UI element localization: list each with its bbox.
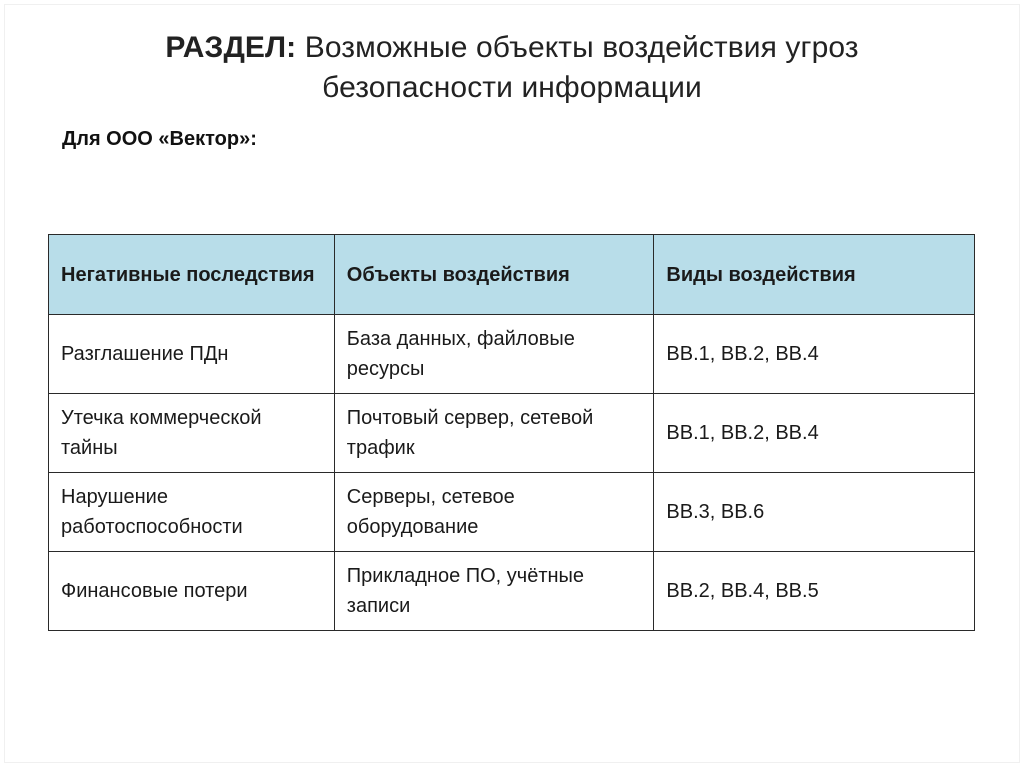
cell-impact-types: ВВ.3, ВВ.6 [654, 473, 975, 552]
cell-impact-types: ВВ.2, ВВ.4, ВВ.5 [654, 552, 975, 631]
cell-impact-types: ВВ.1, ВВ.2, ВВ.4 [654, 315, 975, 394]
table-row [49, 394, 975, 473]
cell-objects: Почтовый сервер, сетевой трафик [334, 394, 654, 473]
title-line-2: безопасности информации [322, 71, 702, 104]
cell-objects: Серверы, сетевое оборудование [334, 473, 654, 552]
impact-table [48, 234, 975, 631]
header-negative-consequences: Негативные последствия [49, 235, 335, 315]
cell-consequence: Разглашение ПДн [49, 315, 335, 394]
cell-consequence: Нарушение работоспособности [49, 473, 335, 552]
cell-objects: База данных, файловые ресурсы [334, 315, 654, 394]
company-subtitle: Для ООО «Вектор»: [62, 128, 257, 150]
header-impact-types: Виды воздействия [654, 235, 975, 315]
table-row [49, 315, 975, 394]
table-row [49, 552, 975, 631]
title-line-1 [0, 28, 1024, 68]
cell-objects: Прикладное ПО, учётные записи [334, 552, 654, 631]
title-lead: РАЗДЕЛ: [165, 31, 297, 64]
cell-impact-types: ВВ.1, ВВ.2, ВВ.4 [654, 394, 975, 473]
cell-consequence: Финансовые потери [49, 552, 335, 631]
slide-title [0, 28, 1024, 108]
table-row [49, 473, 975, 552]
table-header-row [49, 235, 975, 315]
header-impact-objects: Объекты воздействия [334, 235, 654, 315]
cell-consequence: Утечка коммерческой тайны [49, 394, 335, 473]
title-text-1: Возможные объекты воздействия угроз [304, 31, 859, 64]
